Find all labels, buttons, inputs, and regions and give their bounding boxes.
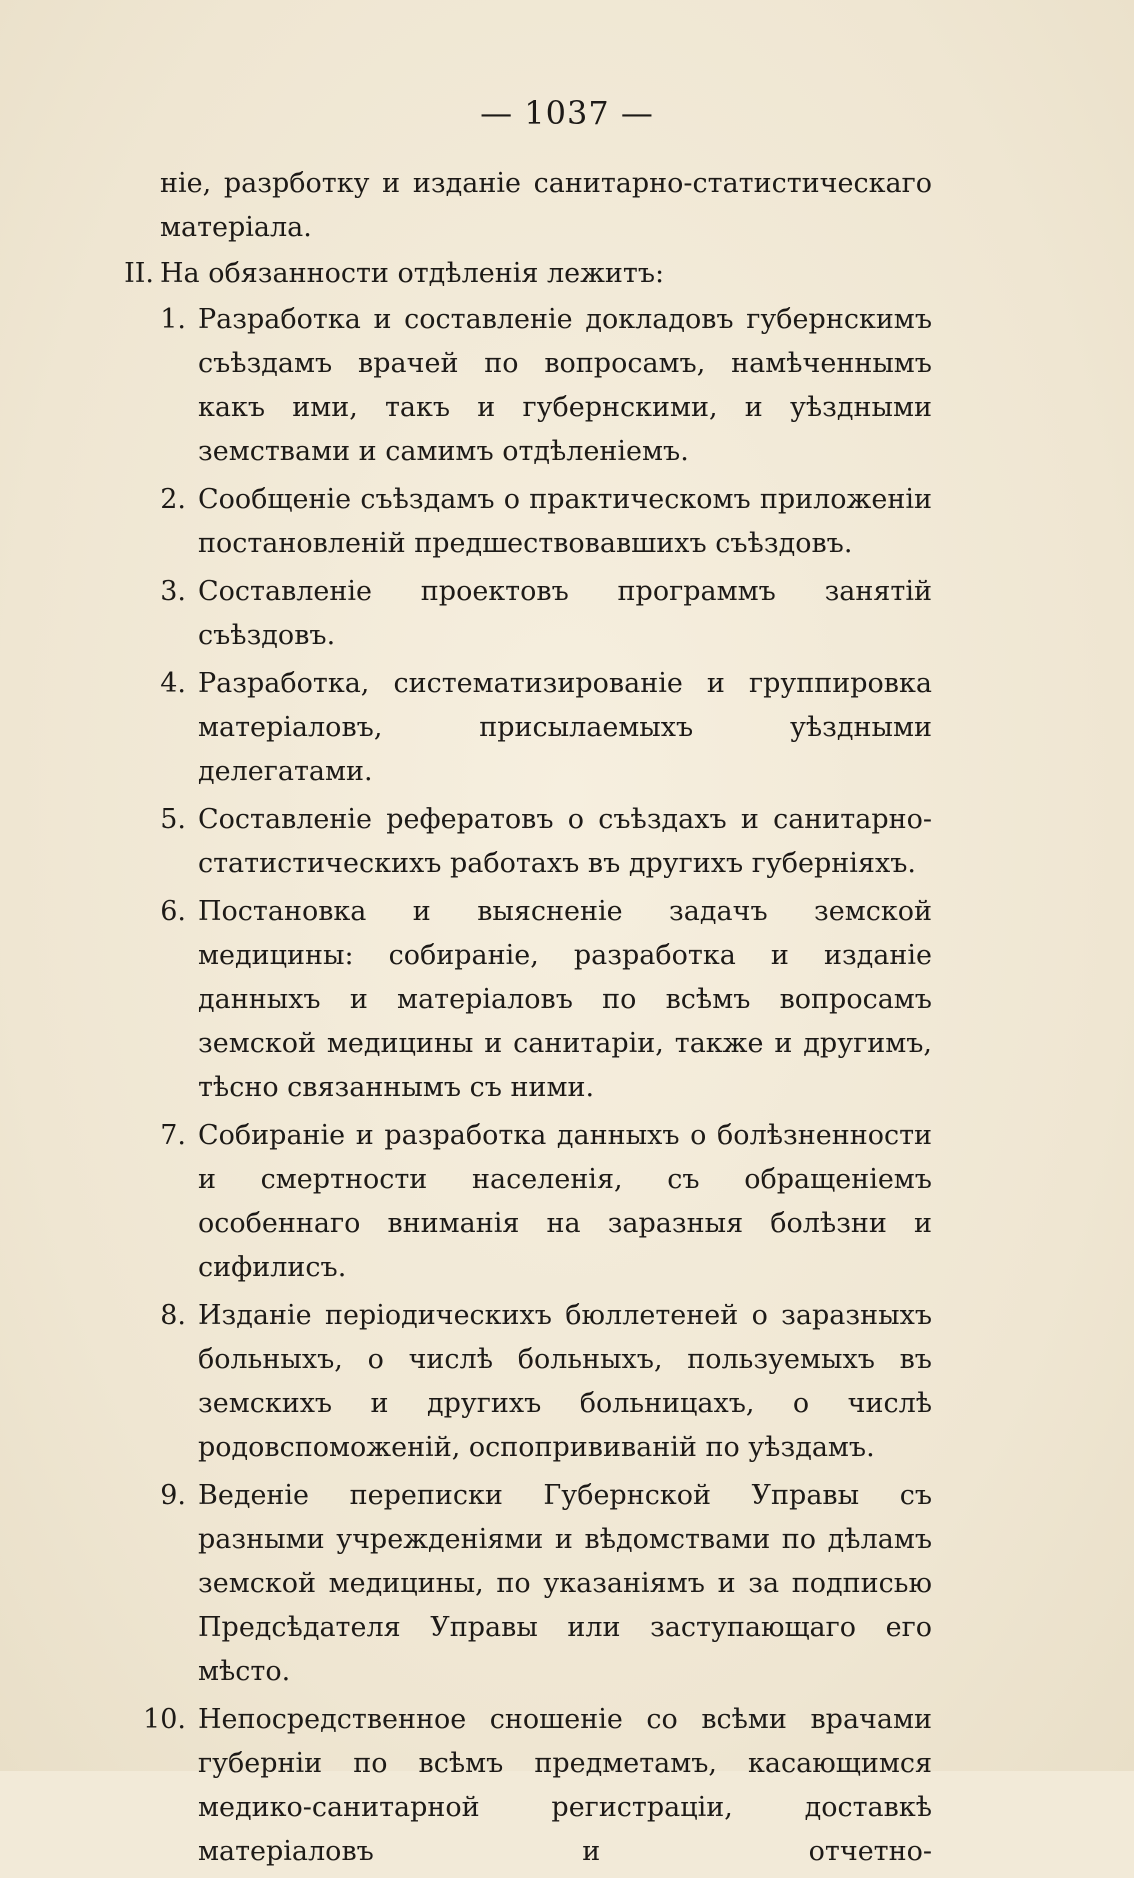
intro-paragraph: ніе, разрботку и изданіе санитарно-статистическаго матеріала. — [160, 168, 932, 243]
list-item — [112, 662, 932, 794]
list-item-text: Изданіе періодическихъ бюллетеней о заразныхъ больныхъ, о числѣ больныхъ, пользуемыхъ въ земскихъ и другихъ больницахъ, о числѣ родовспоможеній, оспопрививаній по уѣздамъ. — [198, 1300, 932, 1463]
list-item-number: 2. — [160, 484, 186, 515]
section-heading-text: На обязанности отдѣленія лежитъ: — [160, 258, 665, 289]
page-content — [112, 162, 932, 1878]
list-item-number: 9. — [160, 1480, 186, 1511]
list-item — [112, 890, 932, 1110]
list-item — [112, 1294, 932, 1470]
list-item — [112, 1474, 932, 1694]
list-item-number: 4. — [160, 668, 186, 699]
list-item-number: 3. — [160, 576, 186, 607]
list-item-text: Составленіе рефератовъ о съѣздахъ и санитарно-статистическихъ работахъ въ другихъ губерніяхъ. — [198, 804, 932, 879]
list-item — [112, 798, 932, 886]
list-item — [112, 298, 932, 474]
list-item-number: 7. — [160, 1120, 186, 1151]
list-item-number: 1. — [160, 304, 186, 335]
section-heading — [112, 252, 932, 296]
list-item-number: 10. — [143, 1704, 186, 1735]
list-item-text: Непосредственное сношеніе со всѣми врачами губерніи по всѣмъ предметамъ, касающимся медико-санитарной регистраціи, доставкѣ матеріаловъ и отчетно- — [198, 1704, 932, 1867]
duties-list — [112, 298, 932, 1874]
list-item-text: Постановка и выясненіе задачъ земской медицины: собираніе, разработка и изданіе данныхъ и матеріаловъ по всѣмъ вопросамъ земской медицины и санитаріи, также и другимъ, тѣсно связаннымъ съ ними. — [198, 896, 932, 1103]
list-item-text: Собираніе и разработка данныхъ о болѣзненности и смертности населенія, съ обращеніемъ особеннаго вниманія на заразныя болѣзни и сифилисъ. — [198, 1120, 932, 1283]
list-item-text: Сообщеніе съѣздамъ о практическомъ приложеніи постановленій предшествовавшихъ съѣздовъ. — [198, 484, 932, 559]
list-item-number: 8. — [160, 1300, 186, 1331]
page-number: — 1037 — — [480, 94, 654, 132]
section-number: II. — [124, 258, 154, 289]
list-item — [112, 478, 932, 566]
list-item-number: 6. — [160, 896, 186, 927]
list-item-text: Разработка и составленіе докладовъ губернскимъ съѣздамъ врачей по вопросамъ, намѣченнымъ какъ ими, такъ и губернскими, и уѣздными земствами и самимъ отдѣленіемъ. — [198, 304, 932, 467]
list-item — [112, 1698, 932, 1874]
list-item — [112, 570, 932, 658]
list-item-text: Составленіе проектовъ программъ занятій съѣздовъ. — [198, 576, 932, 651]
list-item-text: Разработка, систематизированіе и группировка матеріаловъ, присылаемыхъ уѣздными делегатами. — [198, 668, 932, 787]
list-item — [112, 1114, 932, 1290]
list-item-text: Веденіе переписки Губернской Управы съ разными учрежденіями и вѣдомствами по дѣламъ земской медицины, по указаніямъ и за подписью Предсѣдателя Управы или заступающаго его мѣсто. — [198, 1480, 932, 1687]
list-item-number: 5. — [160, 804, 186, 835]
